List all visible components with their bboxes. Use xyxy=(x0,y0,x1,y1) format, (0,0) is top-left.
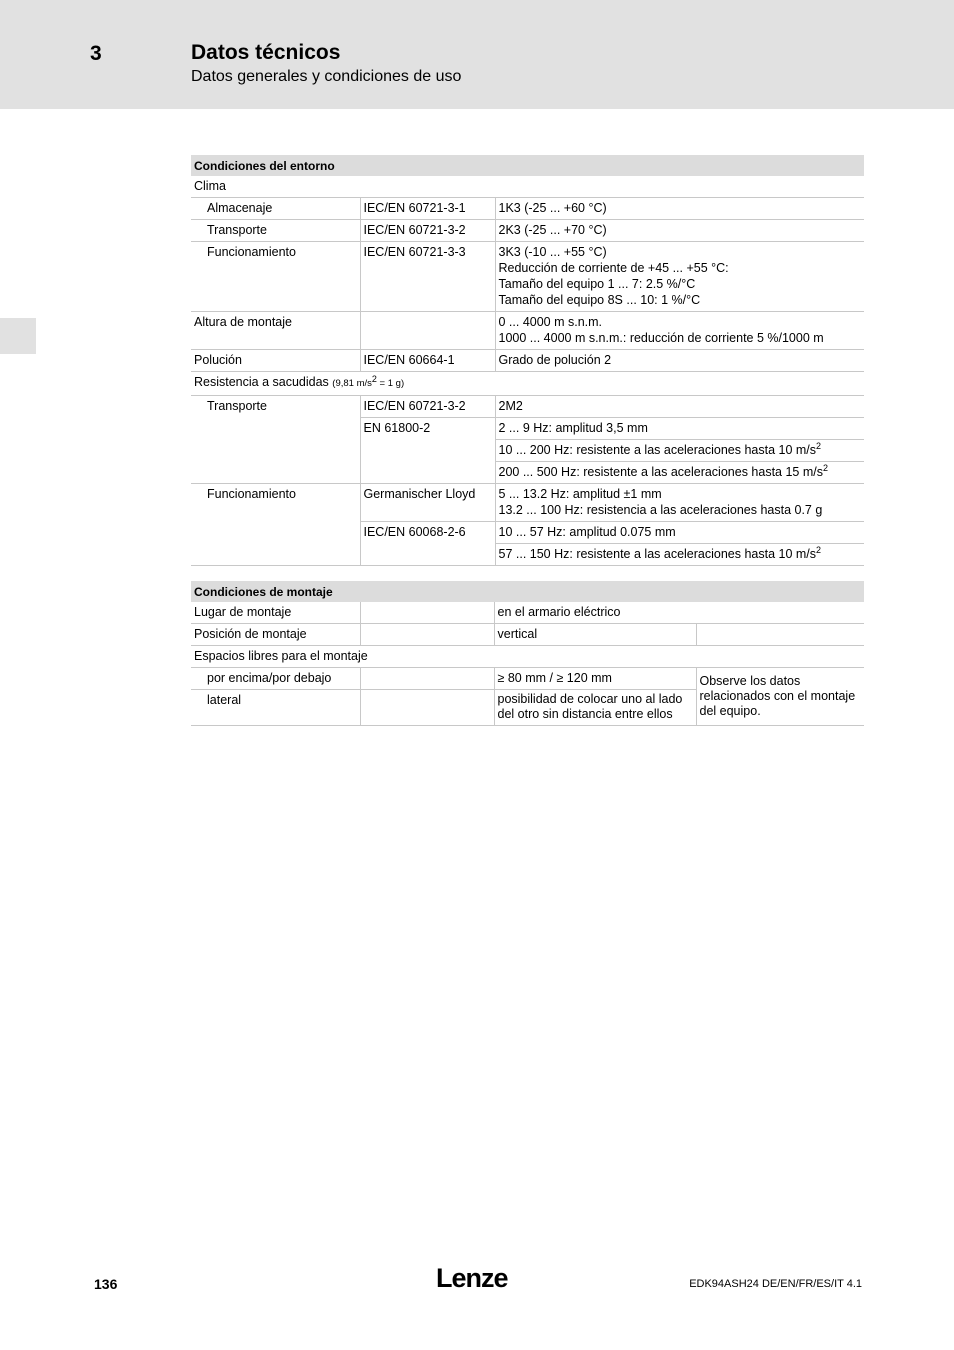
row-standard xyxy=(360,312,495,350)
header-band xyxy=(0,0,954,109)
table-row xyxy=(191,646,864,668)
lenze-logo: Lenze xyxy=(436,1263,508,1293)
environment-heading: Condiciones del entorno xyxy=(191,155,864,176)
table-row xyxy=(191,372,864,396)
row-value xyxy=(495,440,864,462)
table-row xyxy=(191,484,864,522)
page-title: Datos técnicos xyxy=(191,41,341,64)
row-label: Transporte xyxy=(191,396,360,484)
table-heading-row xyxy=(191,581,864,602)
value-line: Tamaño del equipo 8S ... 10: 1 %/°C xyxy=(498,293,701,307)
value-line: Reducción de corriente de +45 ... +55 °C: xyxy=(498,261,729,275)
row-label: Funcionamiento xyxy=(191,242,360,312)
mounting-conditions-table xyxy=(191,581,864,726)
row-label: por encima/por debajo xyxy=(191,668,360,690)
row-standard: IEC/EN 60664-1 xyxy=(360,350,495,372)
value-text: 200 ... 500 Hz: resistente a las aceleraciones hasta 15 m/s xyxy=(498,465,823,479)
superscript: 2 xyxy=(371,373,377,384)
row-label: lateral xyxy=(191,690,360,726)
row-label: Funcionamiento xyxy=(191,484,360,566)
row-value: 1K3 (-25 ... +60 °C) xyxy=(495,198,864,220)
value-line: Tamaño del equipo 1 ... 7: 2.5 %/°C xyxy=(498,277,696,291)
row-standard: IEC/EN 60721-3-3 xyxy=(360,242,495,312)
row-value: en el armario eléctrico xyxy=(494,602,864,624)
row-note xyxy=(696,624,864,646)
value-line: 0 ... 4000 m s.n.m. xyxy=(498,315,603,329)
document-id: EDK94ASH24 DE/EN/FR/ES/IT 4.1 xyxy=(689,1278,862,1290)
value-line: 3K3 (-10 ... +55 °C) xyxy=(498,245,607,259)
table-row xyxy=(191,396,864,418)
row-value: Grado de polución 2 xyxy=(495,350,864,372)
row-value: 2 ... 9 Hz: amplitud 3,5 mm xyxy=(495,418,864,440)
espacios-label: Espacios libres para el montaje xyxy=(191,646,864,668)
row-value xyxy=(495,312,864,350)
row-standard: IEC/EN 60721-3-2 xyxy=(360,220,495,242)
clima-label: Clima xyxy=(191,176,864,198)
row-standard: IEC/EN 60721-3-2 xyxy=(360,396,495,418)
row-label: Almacenaje xyxy=(191,198,360,220)
row-standard xyxy=(360,602,494,624)
table-row xyxy=(191,198,864,220)
row-value: posibilidad de colocar uno al lado del otro sin distancia entre ellos xyxy=(494,690,696,726)
superscript: 2 xyxy=(822,462,828,473)
sacudidas-note xyxy=(332,373,405,389)
superscript: 2 xyxy=(816,544,822,555)
page-subtitle: Datos generales y condiciones de uso xyxy=(191,68,462,85)
note-text: = 1 g) xyxy=(376,378,405,389)
row-standard: EN 61800-2 xyxy=(360,418,495,484)
sacudidas-label xyxy=(191,372,864,396)
table-row xyxy=(191,668,864,690)
table-row xyxy=(191,602,864,624)
note-text: (9,81 m/s xyxy=(332,378,372,389)
chapter-number: 3 xyxy=(90,42,102,65)
row-value xyxy=(495,462,864,484)
table-row xyxy=(191,312,864,350)
row-value: 2M2 xyxy=(495,396,864,418)
value-line: 13.2 ... 100 Hz: resistencia a las aceleraciones hasta 0.7 g xyxy=(498,503,823,517)
value-text: 10 ... 200 Hz: resistente a las aceleraciones hasta 10 m/s xyxy=(498,443,817,457)
row-value: 2K3 (-25 ... +70 °C) xyxy=(495,220,864,242)
table-heading-row xyxy=(191,155,864,176)
superscript: 2 xyxy=(816,440,822,451)
row-standard: IEC/EN 60068-2-6 xyxy=(360,522,495,566)
value-line: 1000 ... 4000 m s.n.m.: reducción de corriente 5 %/1000 m xyxy=(498,331,824,345)
row-value xyxy=(495,544,864,566)
mounting-heading: Condiciones de montaje xyxy=(191,581,864,602)
row-value: ≥ 80 mm / ≥ 120 mm xyxy=(494,668,696,690)
row-label: Transporte xyxy=(191,220,360,242)
table-row xyxy=(191,242,864,312)
row-value xyxy=(495,484,864,522)
table-row xyxy=(191,176,864,198)
row-label: Posición de montaje xyxy=(191,624,360,646)
table-row xyxy=(191,220,864,242)
value-line: 5 ... 13.2 Hz: amplitud ±1 mm xyxy=(498,487,662,501)
row-label: Altura de montaje xyxy=(191,312,360,350)
table-row xyxy=(191,350,864,372)
row-value xyxy=(495,242,864,312)
row-label: Polución xyxy=(191,350,360,372)
row-standard xyxy=(360,690,494,726)
page-number: 136 xyxy=(94,1276,118,1292)
value-text: 57 ... 150 Hz: resistente a las aceleraciones hasta 10 m/s xyxy=(498,547,817,561)
row-value: 10 ... 57 Hz: amplitud 0.075 mm xyxy=(495,522,864,544)
row-standard xyxy=(360,668,494,690)
row-label: Lugar de montaje xyxy=(191,602,360,624)
mounting-note: Observe los datos relacionados con el montaje del equipo. xyxy=(696,668,864,726)
table-row xyxy=(191,624,864,646)
row-standard xyxy=(360,624,494,646)
chapter-side-tab xyxy=(0,318,36,354)
row-standard: IEC/EN 60721-3-1 xyxy=(360,198,495,220)
row-value: vertical xyxy=(494,624,696,646)
row-standard: Germanischer Lloyd xyxy=(360,484,495,522)
environment-conditions-table xyxy=(191,155,864,566)
sacudidas-title: Resistencia a sacudidas xyxy=(194,375,329,389)
